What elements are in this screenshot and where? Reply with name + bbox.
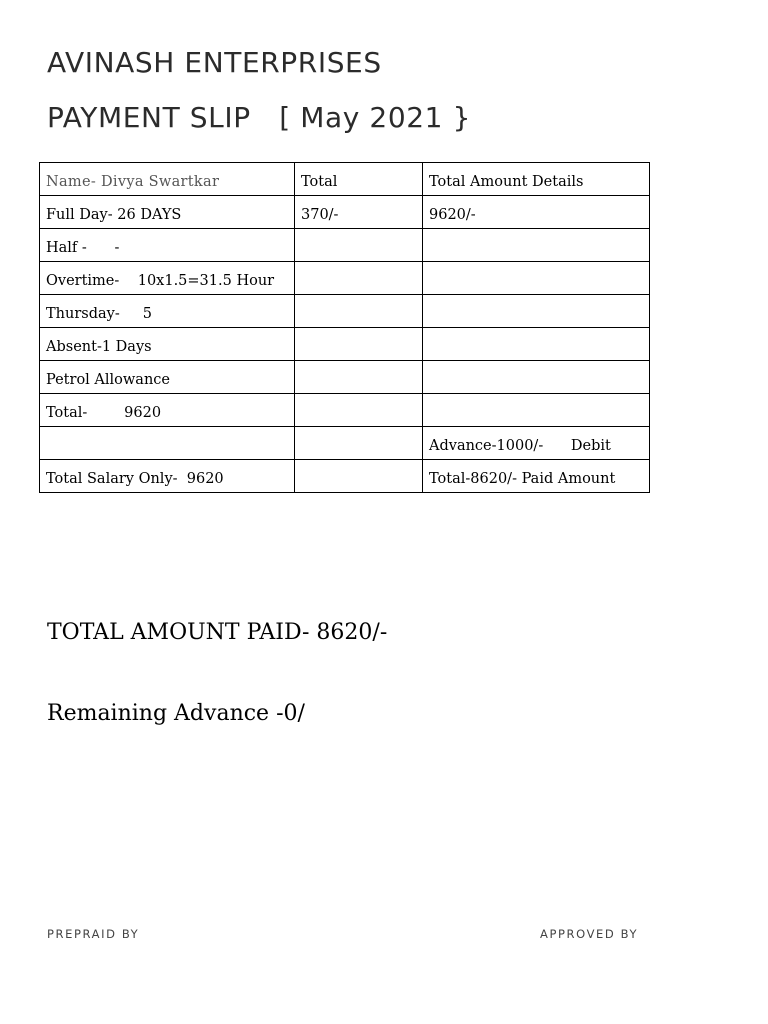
slip-title: PAYMENT SLIP [ May 2021 }: [47, 101, 471, 134]
table-cell: [423, 295, 650, 328]
approved-by-label: APPROVED BY: [540, 927, 639, 941]
table-cell: [295, 328, 423, 361]
table-cell: Thursday- 5: [40, 295, 295, 328]
table-row: [40, 262, 650, 295]
column-header-total: Total: [295, 163, 423, 196]
prepared-by-label: PREPRAID BY: [47, 927, 140, 941]
table-cell: Half - -: [40, 229, 295, 262]
table-row: [40, 328, 650, 361]
table-cell: [295, 394, 423, 427]
table-cell: Overtime- 10x1.5=31.5 Hour: [40, 262, 295, 295]
table-row: [40, 163, 650, 196]
table-cell: [423, 229, 650, 262]
table-cell: Total Salary Only- 9620: [40, 460, 295, 493]
column-header-amount-details: Total Amount Details: [423, 163, 650, 196]
table-row: [40, 295, 650, 328]
total-amount-paid: TOTAL AMOUNT PAID- 8620/-: [47, 620, 388, 645]
table-cell: 370/-: [295, 196, 423, 229]
table-row: [40, 394, 650, 427]
table-cell: [295, 361, 423, 394]
table-cell: [295, 229, 423, 262]
table-row: [40, 196, 650, 229]
table-cell: Total- 9620: [40, 394, 295, 427]
table-cell: [423, 361, 650, 394]
table-cell: [295, 295, 423, 328]
table-row: [40, 229, 650, 262]
employee-name: Name- Divya Swartkar: [40, 163, 295, 196]
table-cell: Full Day- 26 DAYS: [40, 196, 295, 229]
table-cell: [423, 394, 650, 427]
table-cell: [295, 262, 423, 295]
table-row: [40, 427, 650, 460]
company-name: AVINASH ENTERPRISES: [47, 46, 382, 79]
table-cell: Total-8620/- Paid Amount: [423, 460, 650, 493]
table-cell: Absent-1 Days: [40, 328, 295, 361]
table-cell: 9620/-: [423, 196, 650, 229]
table-row: [40, 460, 650, 493]
table-cell: Advance-1000/- Debit: [423, 427, 650, 460]
table-cell: [423, 328, 650, 361]
table-cell: Petrol Allowance: [40, 361, 295, 394]
table-cell: [295, 460, 423, 493]
payment-table: [39, 162, 650, 493]
table-row: [40, 361, 650, 394]
table-cell: [40, 427, 295, 460]
table-cell: [423, 262, 650, 295]
remaining-advance: Remaining Advance -0/: [47, 701, 305, 726]
table-cell: [295, 427, 423, 460]
